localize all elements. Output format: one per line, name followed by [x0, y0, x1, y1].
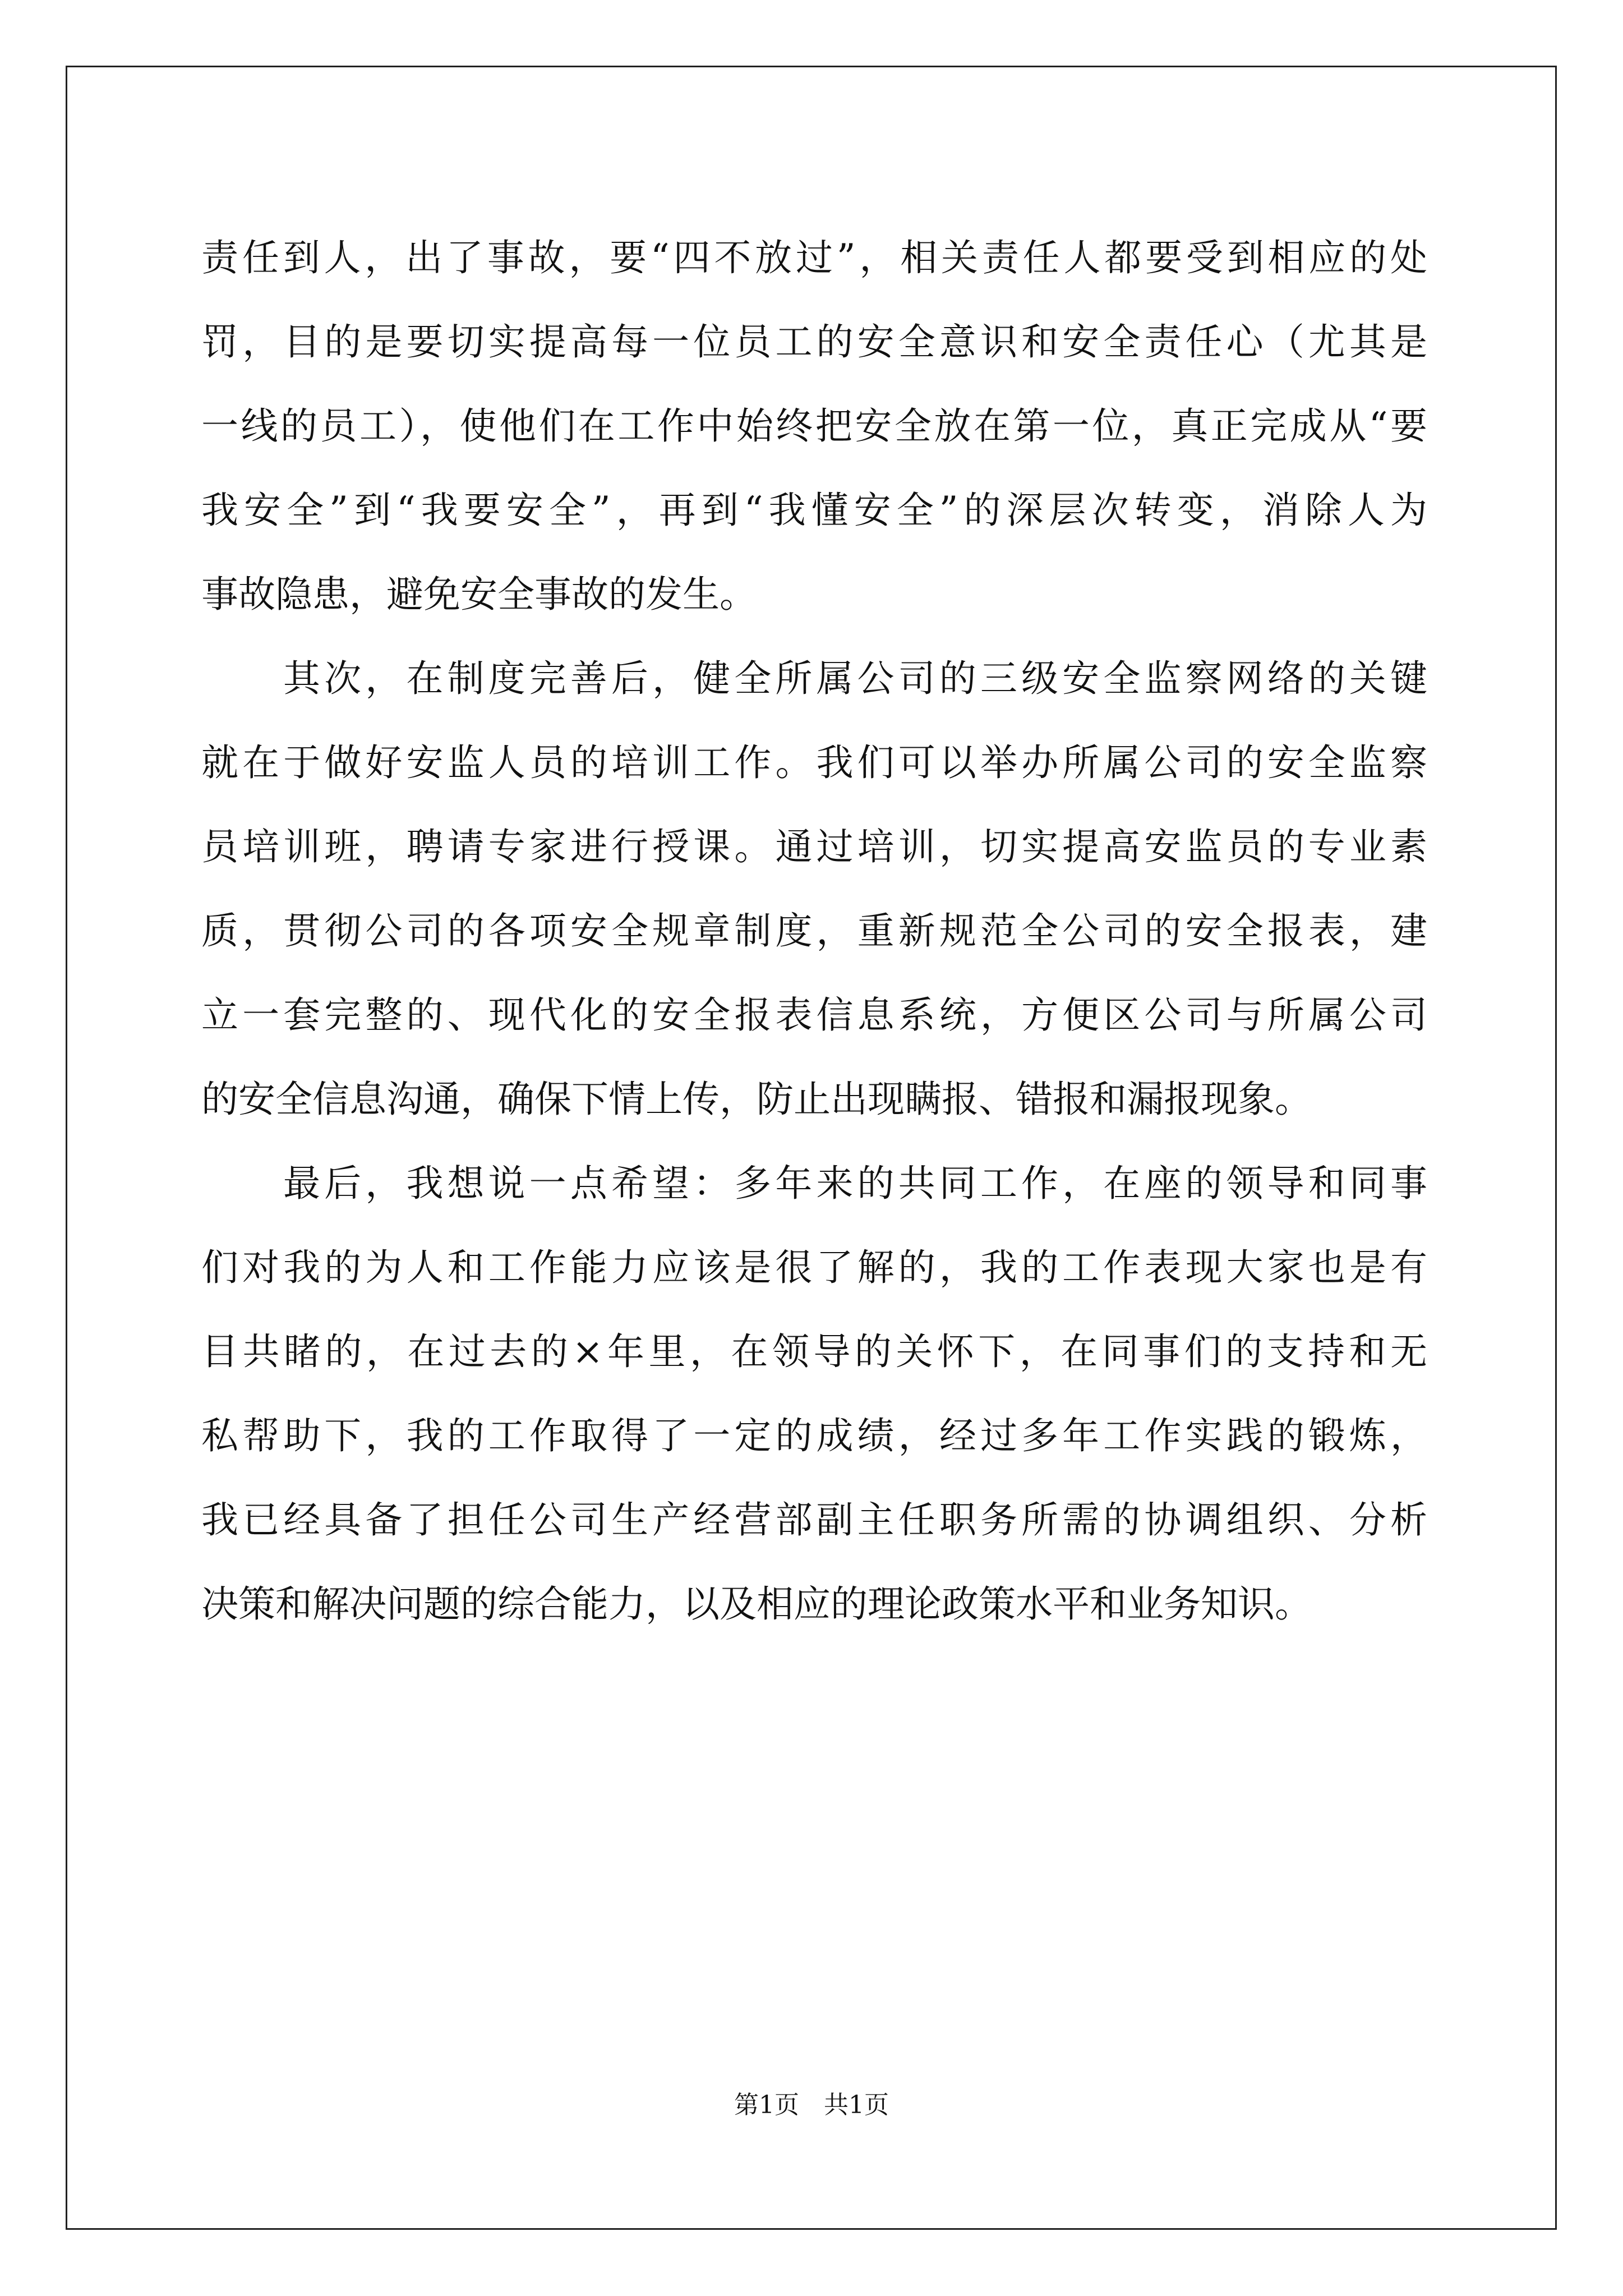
text-line: 事故隐患，避免安全事故的发生。: [201, 573, 757, 616]
page-number-footer: 第1页 共1页: [734, 2091, 889, 2119]
text-line: 的安全信息沟通，确保下情上传，防止出现瞒报、错报和漏报现象。: [201, 1078, 1312, 1121]
text-line: 一线的员工），使他们在工作中始终把安全放在第一位，真正完成从“要: [201, 404, 1427, 448]
text-line: 决策和解决问题的综合能力，以及相应的理论政策水平和业务知识。: [201, 1582, 1312, 1626]
text-line: 罚，目的是要切实提高每一位员工的安全意识和安全责任心（尤其是: [201, 320, 1427, 364]
text-line: 我安全”到“我要安全”，再到“我懂安全”的深层次转变，消除人为: [201, 489, 1427, 532]
text-line: 就在于做好安监人员的培训工作。我们可以举办所属公司的安全监察: [201, 741, 1427, 784]
paragraph-first-line: 最后，我想说一点希望：多年来的共同工作，在座的领导和同事: [283, 1162, 1427, 1205]
text-line: 私帮助下，我的工作取得了一定的成绩，经过多年工作实践的锻炼，: [201, 1414, 1427, 1457]
text-line: 员培训班，聘请专家进行授课。通过培训，切实提高安监员的专业素: [201, 825, 1427, 868]
paragraph-first-line: 其次，在制度完善后，健全所属公司的三级安全监察网络的关键: [283, 657, 1427, 700]
text-line: 们对我的为人和工作能力应该是很了解的，我的工作表现大家也是有: [201, 1246, 1427, 1289]
text-line: 我已经具备了担任公司生产经营部副主任职务所需的协调组织、分析: [201, 1498, 1427, 1542]
text-line: 质，贯彻公司的各项安全规章制度，重新规范全公司的安全报表，建: [201, 909, 1427, 953]
text-line: 责任到人，出了事故，要“四不放过”，相关责任人都要受到相应的处: [201, 236, 1427, 279]
text-line: 立一套完整的、现代化的安全报表信息系统，方便区公司与所属公司: [201, 993, 1427, 1037]
text-line: 目共睹的，在过去的×年里，在领导的关怀下，在同事们的支持和无: [201, 1330, 1427, 1373]
